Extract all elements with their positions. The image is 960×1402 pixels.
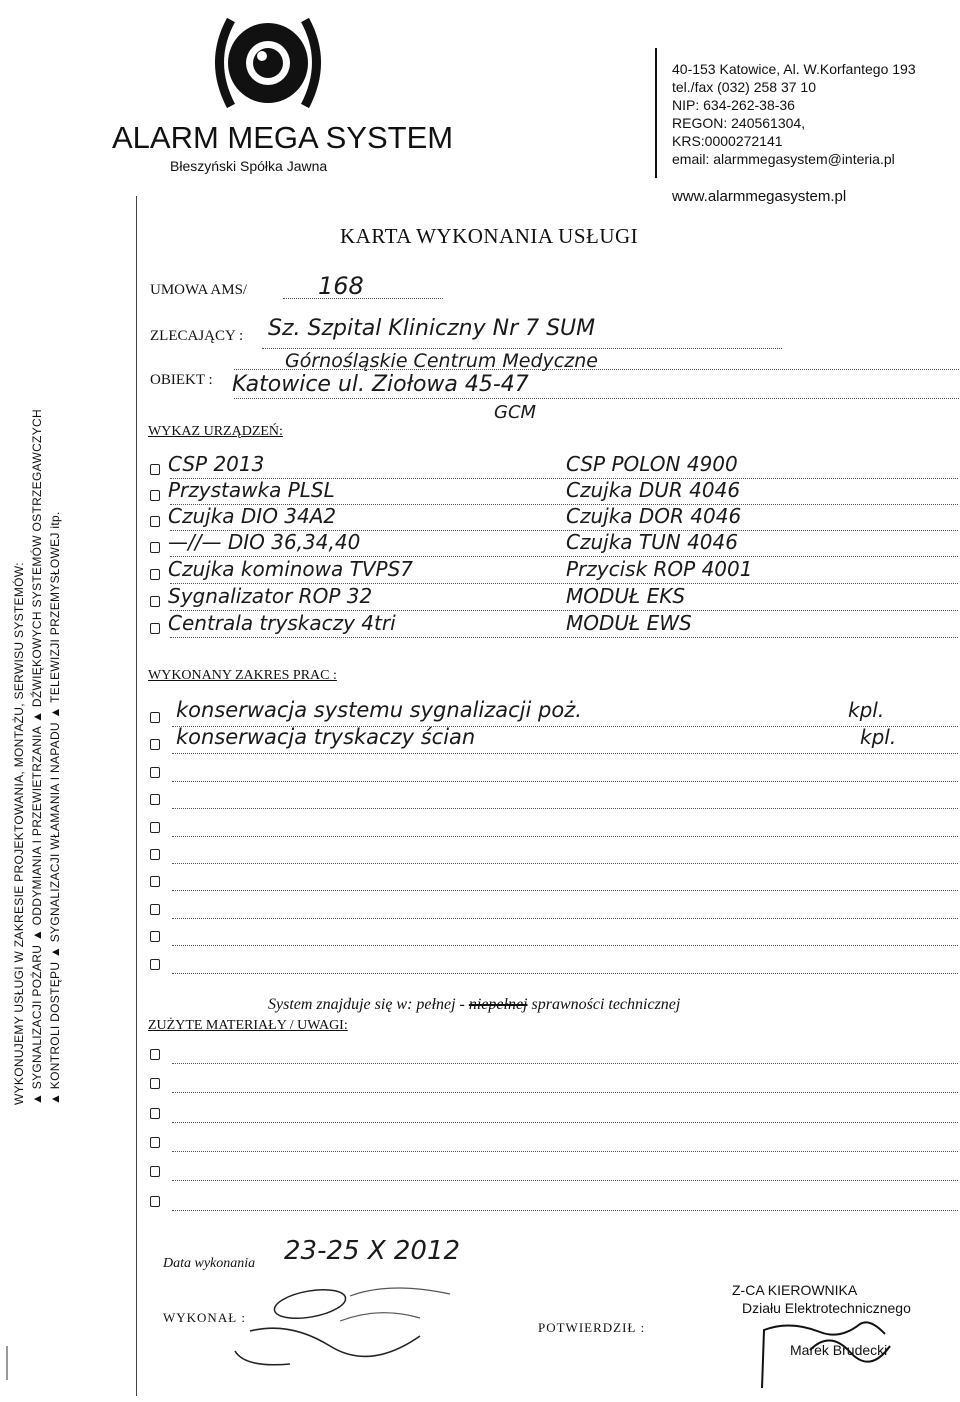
work-checkbox [150,876,160,887]
work-row-line [172,890,958,891]
document-title: KARTA WYKONANIA USŁUGI [340,224,639,248]
device-left-item: CSP 2013 [168,452,265,476]
material-checkbox [150,1078,160,1089]
device-left-item: Czujka kominowa TVPS7 [168,557,414,581]
stamp-title: Z-CA KIEROWNIKA [732,1282,858,1298]
company-name: ALARM MEGA SYSTEM [112,120,454,155]
device-left-item: Przystawka PLSL [168,478,335,502]
side-services-text [10,325,64,1105]
work-checkbox [150,794,160,805]
material-row-line [172,1180,958,1181]
device-left-item: Sygnalizator ROP 32 [168,584,373,608]
client-label: ZLECAJĄCY : [150,328,244,344]
executor-label: WYKONAŁ : [163,1310,247,1325]
material-row-line [172,1151,958,1152]
contact-website: www.alarmmegasystem.pl [672,188,847,205]
system-status-suffix: sprawności technicznej [531,996,681,1013]
work-row-line [172,863,958,864]
object-line-1 [234,369,959,370]
material-row-line [172,1210,958,1211]
device-left-item: Centrala tryskaczy 4tri [168,611,396,635]
contact-phone: tel./fax (032) 258 37 10 [672,79,816,95]
work-row-line [172,753,958,754]
contact-krs: KRS:0000272141 [672,133,783,149]
scan-edge-mark [6,1346,8,1380]
stamp-department: Działu Elektrotechnicznego [742,1300,911,1316]
device-checkbox [150,569,160,580]
material-checkbox [150,1196,160,1207]
system-status-full: pełnej [416,996,456,1013]
system-status-partial: niepełnej [468,996,528,1013]
work-item: konserwacja tryskaczy ścian [176,725,476,750]
work-checkbox [150,959,160,970]
side-services-line-1: WYKONUJEMY USŁUGI W ZAKRESIE PROJEKTOWANIA, MONTAŻU, SERWISU SYSTEMÓW: [12,562,26,1105]
date-label: Data wykonania [163,1256,256,1271]
device-checkbox [150,542,160,553]
company-subtitle: Błeszyński Spółka Jawna [170,158,328,174]
object-line-2 [234,398,959,399]
work-row-line [172,973,958,974]
contact-address: 40-153 Katowice, Al. W.Korfantego 193 [672,61,916,77]
work-item-note: kpl. [848,698,885,722]
work-row-line [172,836,958,837]
contact-block [672,60,916,168]
device-right-item: MODUŁ EKS [566,584,686,608]
system-status-dash: - [459,996,465,1013]
device-right-item: Przycisk ROP 4001 [566,557,753,581]
system-status-prefix: System znajduje się w: [268,996,413,1013]
side-services-line-3: ▲ KONTROLI DOSTĘPU ▲ SYGNALIZACJI WŁAMANIA I NAPADU ▲ TELEWIZJI PRZEMYSŁOWEJ itp. [48,511,62,1105]
client-value: Sz. Szpital Kliniczny Nr 7 SUM [268,316,596,341]
device-checkbox [150,490,160,501]
material-checkbox [150,1108,160,1119]
device-right-item: Czujka TUN 4046 [566,530,738,554]
work-row-line [172,781,958,782]
object-value-line-1: Górnośląskie Centrum Medyczne [285,350,598,372]
side-services-line-2: ▲ SYGNALIZACJI POŻARU ▲ ODDYMIANIA I PRZEWIETRZANIA ▲ DŹWIĘKOWYCH SYSTEMÓW OSTRZEGAWCZYCH [30,409,44,1105]
work-checkbox [150,712,160,723]
work-item: konserwacja systemu sygnalizacji poż. [176,698,582,722]
confirm-label: POTWIERDZIŁ : [538,1320,646,1335]
contract-label: UMOWA AMS/ [150,282,248,298]
contact-divider [655,48,657,178]
object-label: OBIEKT : [150,372,213,388]
material-checkbox [150,1166,160,1177]
work-checkbox [150,849,160,860]
work-item-note: kpl. [860,725,897,750]
device-row-line [170,637,958,638]
material-row-line [172,1092,958,1093]
work-checkbox [150,739,160,750]
device-right-item: Czujka DUR 4046 [566,478,741,502]
work-row-line [172,945,958,946]
material-checkbox [150,1137,160,1148]
work-label: WYKONANY ZAKRES PRAC : [148,668,337,683]
device-checkbox [150,516,160,527]
work-checkbox [150,904,160,915]
materials-label: ZUŻYTE MATERIAŁY / UWAGI: [148,1018,348,1033]
work-checkbox [150,767,160,778]
material-row-line [172,1122,958,1123]
logo-icon [203,10,333,115]
work-checkbox [150,822,160,833]
contact-email: email: alarmmegasystem@interia.pl [672,151,895,167]
system-status-line [268,996,680,1014]
client-line [262,348,782,349]
left-frame-line [136,196,137,1396]
material-row-line [172,1063,958,1064]
contract-value: 168 [318,272,364,300]
material-checkbox [150,1049,160,1060]
device-checkbox [150,623,160,634]
object-value-line-3: GCM [494,402,537,423]
work-row-line [172,918,958,919]
device-left-item: —//— DIO 36,34,40 [168,530,361,554]
device-right-item: MODUŁ EWS [566,611,692,635]
work-row-line [172,808,958,809]
device-right-item: CSP POLON 4900 [566,452,738,476]
executor-signature-stamp [230,1276,530,1372]
device-right-item: Czujka DOR 4046 [566,504,742,528]
date-value: 23-25 X 2012 [284,1236,461,1266]
device-checkbox [150,464,160,475]
contact-nip: NIP: 634-262-38-36 [672,97,795,113]
object-value-line-2: Katowice ul. Ziołowa 45-47 [232,372,529,397]
stamp-name: Marek Brudecki [790,1342,888,1358]
work-checkbox [150,931,160,942]
contact-regon: REGON: 240561304, [672,115,806,131]
device-left-item: Czujka DIO 34A2 [168,504,337,528]
devices-label: WYKAZ URZĄDZEŃ: [148,424,283,439]
device-checkbox [150,596,160,607]
